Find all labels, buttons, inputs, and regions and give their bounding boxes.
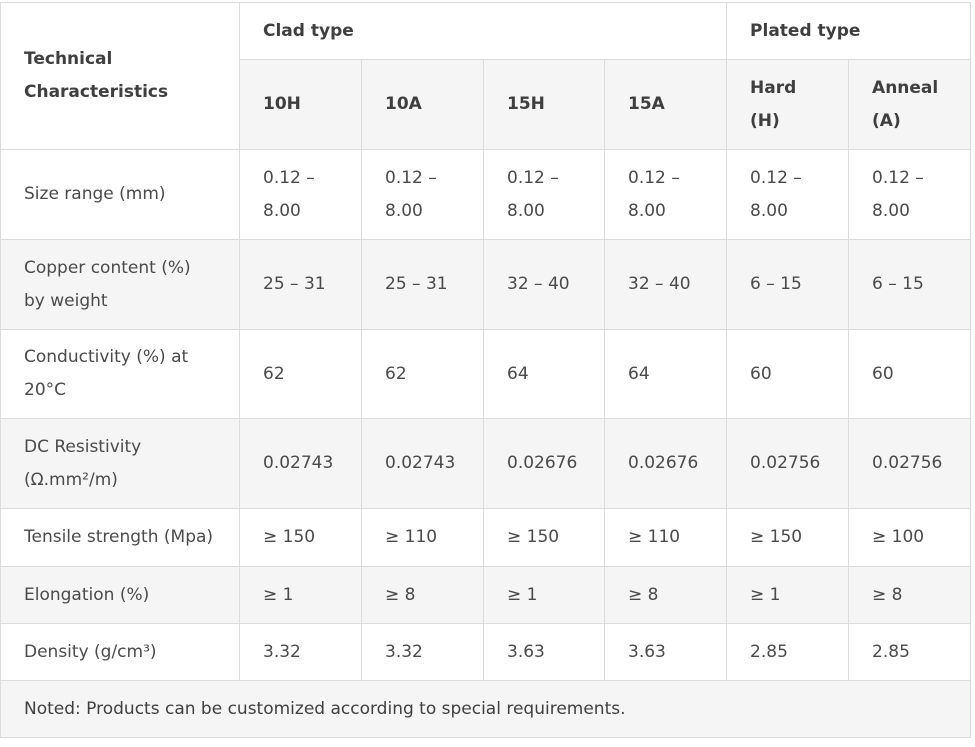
row-label: Density (g/cm³) (1, 624, 240, 681)
cell: ≥ 1 (240, 567, 362, 624)
row-label: Copper content (%) by weight (1, 240, 240, 330)
cell: 32 – 40 (484, 240, 605, 330)
table-row-size-range (1, 150, 971, 240)
row-label: Tensile strength (Mpa) (1, 509, 240, 567)
cell: ≥ 8 (849, 567, 971, 624)
header-technical-characteristics: Technical Characteristics (1, 3, 240, 150)
row-label: Elongation (%) (1, 567, 240, 624)
cell: 0.12 – 8.00 (484, 150, 605, 240)
cell: ≥ 150 (727, 509, 849, 567)
header-hard: Hard (H) (727, 60, 849, 150)
cell: 3.63 (605, 624, 727, 681)
cell: 0.02756 (849, 419, 971, 509)
cell: 62 (240, 330, 362, 419)
cell: ≥ 8 (605, 567, 727, 624)
table-row-elongation (1, 567, 971, 624)
cell: 60 (849, 330, 971, 419)
header-anneal: Anneal (A) (849, 60, 971, 150)
spec-table (0, 2, 971, 738)
row-label: Size range (mm) (1, 150, 240, 240)
cell: ≥ 8 (362, 567, 484, 624)
cell: 32 – 40 (605, 240, 727, 330)
header-plated-type: Plated type (727, 3, 971, 60)
cell: ≥ 100 (849, 509, 971, 567)
table-row-copper-content (1, 240, 971, 330)
cell: ≥ 150 (484, 509, 605, 567)
cell: ≥ 110 (362, 509, 484, 567)
cell: 62 (362, 330, 484, 419)
cell: 64 (605, 330, 727, 419)
cell: 0.02743 (362, 419, 484, 509)
note-text: Noted: Products can be customized according to special requirements. (1, 681, 971, 738)
cell: 0.02676 (484, 419, 605, 509)
header-clad-type: Clad type (240, 3, 727, 60)
cell: 0.02676 (605, 419, 727, 509)
table-row-density (1, 624, 971, 681)
cell: 2.85 (849, 624, 971, 681)
cell: ≥ 150 (240, 509, 362, 567)
cell: 0.12 – 8.00 (362, 150, 484, 240)
cell: 25 – 31 (362, 240, 484, 330)
header-15a: 15A (605, 60, 727, 150)
cell: ≥ 1 (484, 567, 605, 624)
header-row-groups (1, 3, 971, 60)
table-row-note (1, 681, 971, 738)
cell: 3.63 (484, 624, 605, 681)
cell: 0.12 – 8.00 (727, 150, 849, 240)
row-label: DC Resistivity (Ω.mm²/m) (1, 419, 240, 509)
table-row-tensile-strength (1, 509, 971, 567)
row-label: Conductivity (%) at 20°C (1, 330, 240, 419)
header-10h: 10H (240, 60, 362, 150)
cell: 3.32 (240, 624, 362, 681)
header-10a: 10A (362, 60, 484, 150)
cell: 3.32 (362, 624, 484, 681)
cell: 64 (484, 330, 605, 419)
cell: 6 – 15 (849, 240, 971, 330)
cell: 2.85 (727, 624, 849, 681)
cell: 0.02756 (727, 419, 849, 509)
cell: 6 – 15 (727, 240, 849, 330)
table-row-dc-resistivity (1, 419, 971, 509)
cell: 60 (727, 330, 849, 419)
cell: 0.12 – 8.00 (605, 150, 727, 240)
header-15h: 15H (484, 60, 605, 150)
cell: ≥ 110 (605, 509, 727, 567)
cell: 25 – 31 (240, 240, 362, 330)
cell: 0.12 – 8.00 (849, 150, 971, 240)
cell: 0.12 – 8.00 (240, 150, 362, 240)
table-row-conductivity (1, 330, 971, 419)
cell: ≥ 1 (727, 567, 849, 624)
cell: 0.02743 (240, 419, 362, 509)
